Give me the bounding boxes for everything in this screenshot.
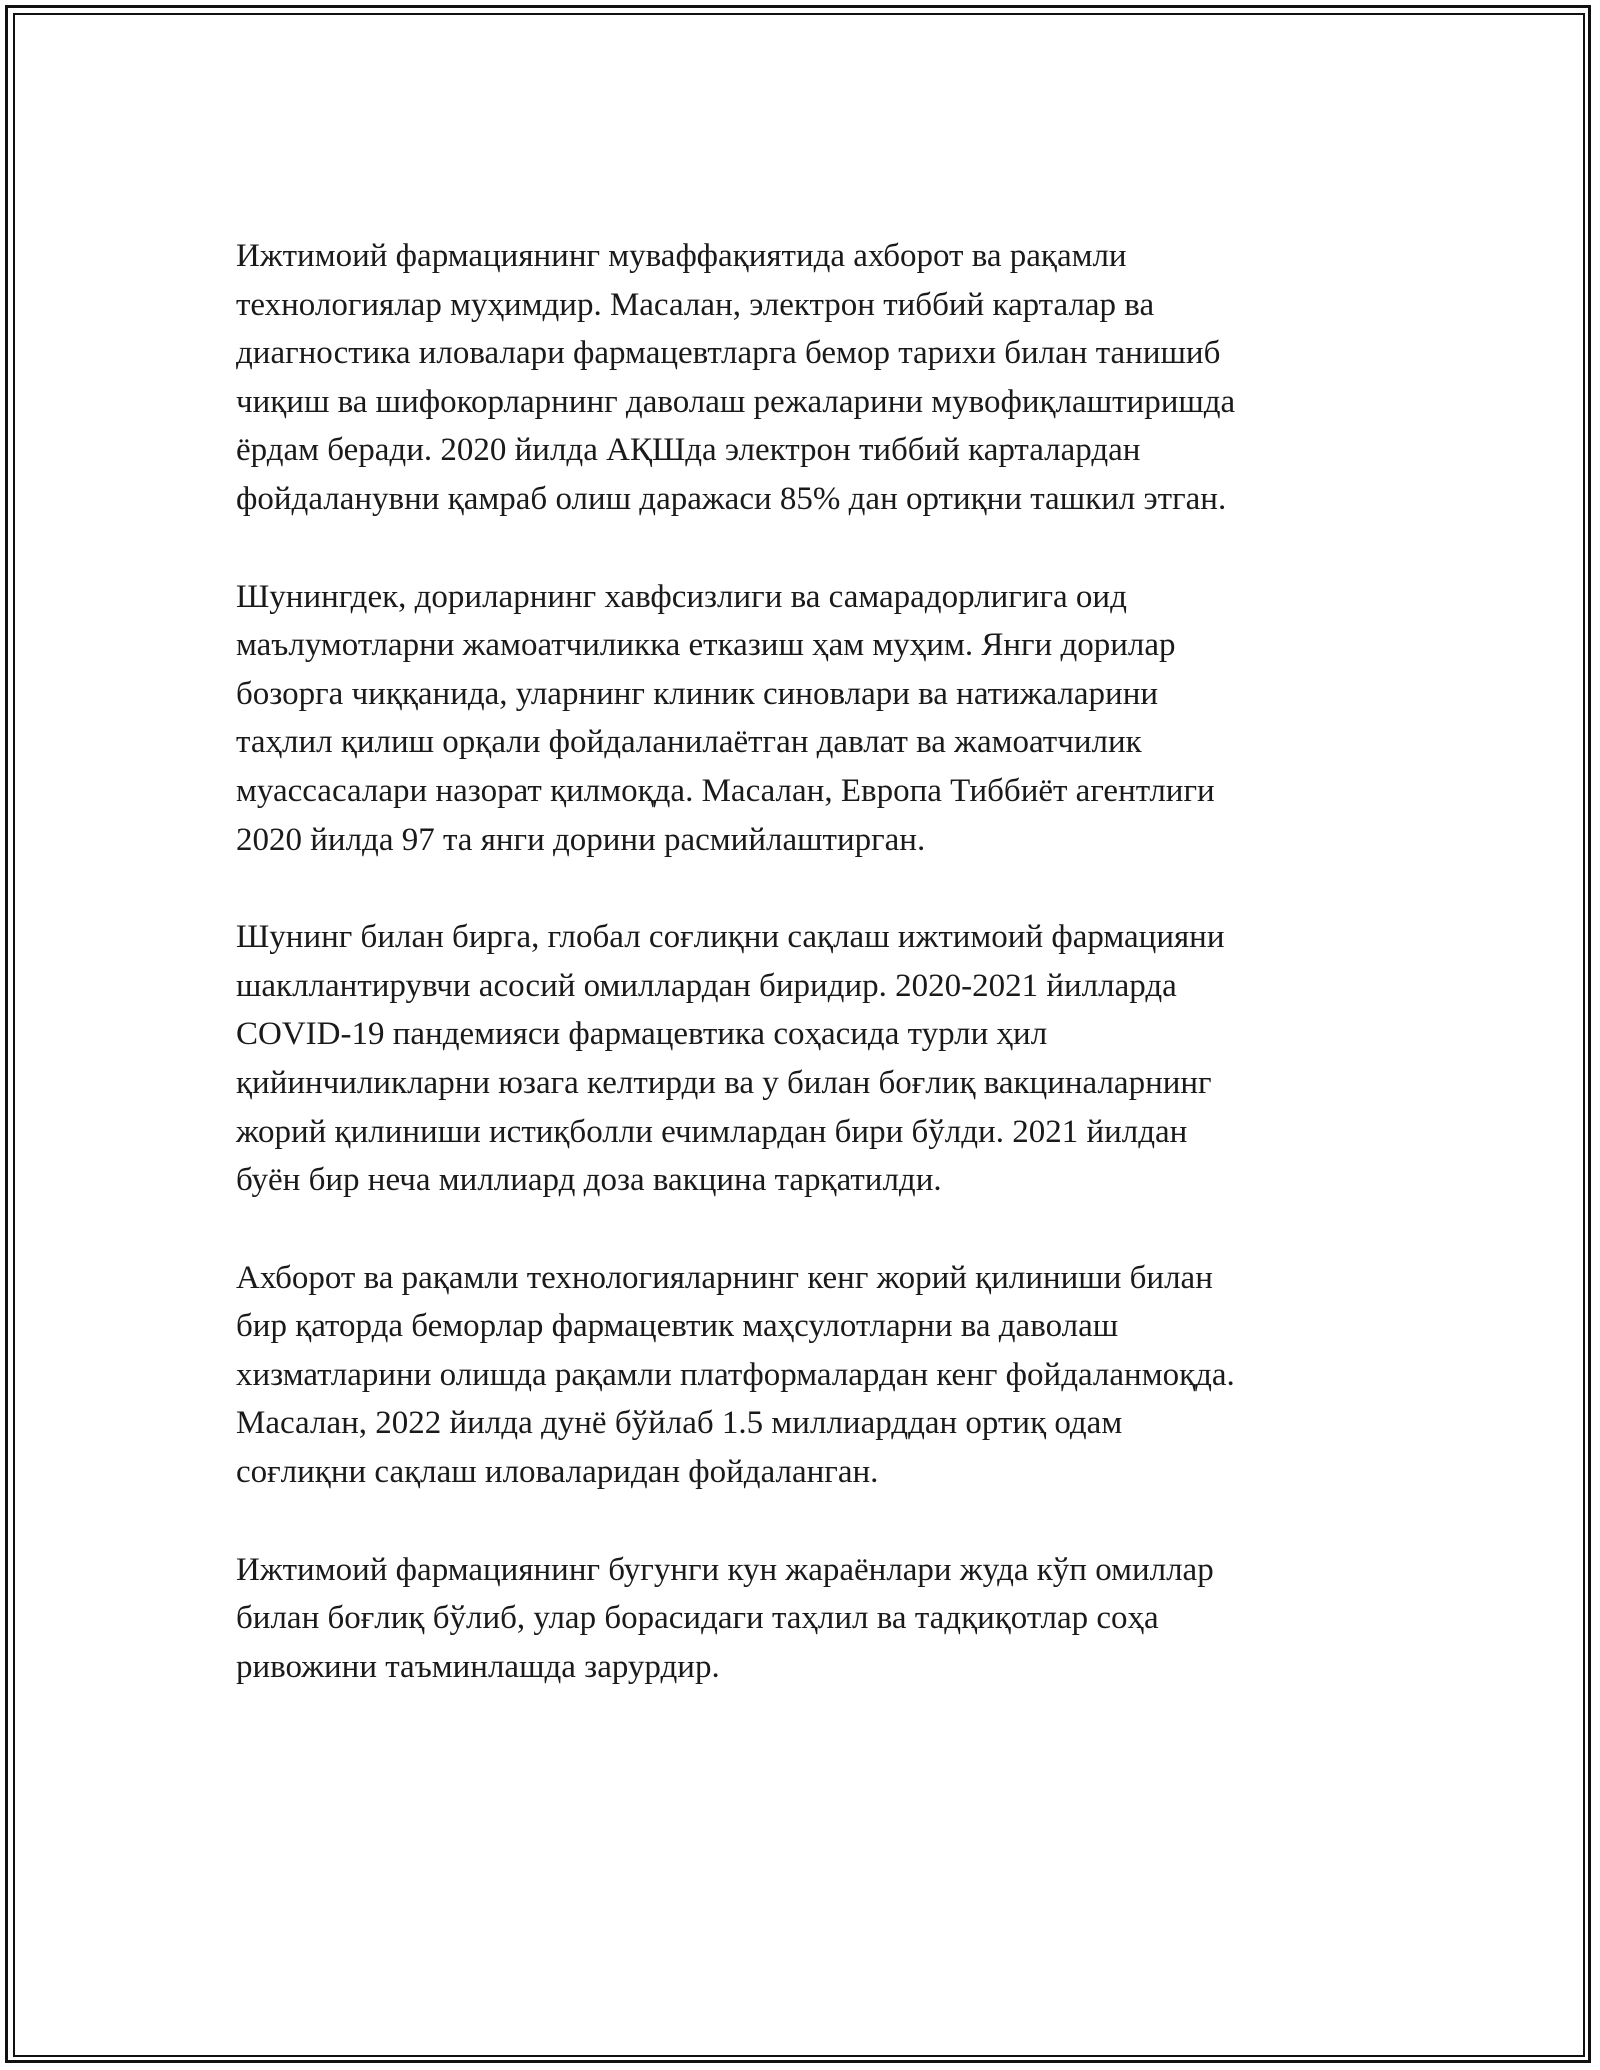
paragraph-line: таҳлил қилиш орқали фойдаланилаётган давлат ва жамоатчилик xyxy=(236,724,1142,761)
paragraph-line: буён бир неча миллиард доза вакцина тарқатилди. xyxy=(236,1162,942,1199)
paragraph-line: Ахборот ва рақамли технологияларнинг кенг жорий қилиниши билан xyxy=(236,1259,1213,1296)
paragraph-line: 2020 йилда 97 та янги дорини расмийлаштирган. xyxy=(236,821,926,858)
paragraph-line: бир қаторда беморлар фармацевтик маҳсулотларни ва даволаш xyxy=(236,1308,1119,1345)
paragraph-line: шакллантирувчи асосий омиллардан биридир. 2020-2021 йилларда xyxy=(236,967,1177,1004)
paragraph-line: Масалан, 2022 йилда дунё бўйлаб 1.5 миллиарддан ортиқ одам xyxy=(236,1405,1123,1442)
paragraph-line: чиқиш ва шифокорларнинг даволаш режаларини мувофиқлаштиришда xyxy=(236,383,1236,420)
paragraph-line: хизматларини олишда рақамли платформалардан кенг фойдаланмоқда. xyxy=(236,1356,1235,1393)
document-body xyxy=(236,232,1376,1740)
paragraph-line: ёрдам беради. 2020 йилда АҚШда электрон тиббий карталардан xyxy=(236,432,1141,469)
paragraph-line: муассасалари назорат қилмоқда. Масалан, Европа Тиббиёт агентлиги xyxy=(236,772,1215,809)
paragraph-line: жорий қилиниши истиқболли ечимлардан бири бўлди. 2021 йилдан xyxy=(236,1113,1188,1150)
paragraph-line: қийинчиликларни юзага келтирди ва у билан боғлиқ вакциналарнинг xyxy=(236,1064,1212,1101)
paragraph-line: бозорга чиққанида, уларнинг клиник синовлари ва натижаларини xyxy=(236,675,1159,712)
paragraph-line: технологиялар муҳимдир. Масалан, электрон тиббий карталар ва xyxy=(236,286,1155,323)
paragraph-line: Шунингдек, дориларнинг хавфсизлиги ва самарадорлигига оид xyxy=(236,578,1127,615)
paragraph-4 xyxy=(236,1254,1376,1497)
paragraph-line: фойдаланувни қамраб олиш даражаси 85% дан ортиқни ташкил этган. xyxy=(236,480,1227,517)
paragraph-5 xyxy=(236,1546,1376,1692)
paragraph-2 xyxy=(236,573,1376,865)
paragraph-line: ривожини таъминлашда зарурдир. xyxy=(236,1648,720,1685)
paragraph-line: COVID-19 пандемияси фармацевтика соҳасида турли ҳил xyxy=(236,1016,1048,1053)
paragraph-line: Ижтимоий фармациянинг муваффақиятида ахборот ва рақамли xyxy=(236,238,1127,274)
paragraph-line: билан боғлиқ бўлиб, улар борасидаги таҳлил ва тадқиқотлар соҳа xyxy=(236,1600,1159,1637)
paragraph-line: диагностика иловалари фармацевтларга бемор тарихи билан танишиб xyxy=(236,335,1221,372)
paragraph-3 xyxy=(236,913,1376,1205)
paragraph-line: маълумотларни жамоатчиликка етказиш ҳам муҳим. Янги дорилар xyxy=(236,627,1176,664)
paragraph-line: Ижтимоий фармациянинг бугунги кун жараёнлари жуда кўп омиллар xyxy=(236,1551,1214,1588)
paragraph-1 xyxy=(236,232,1376,524)
paragraph-line: Шунинг билан бирга, глобал соғлиқни сақлаш ижтимоий фармацияни xyxy=(236,919,1225,956)
paragraph-line: соғлиқни сақлаш иловаларидан фойдаланган. xyxy=(236,1454,879,1491)
